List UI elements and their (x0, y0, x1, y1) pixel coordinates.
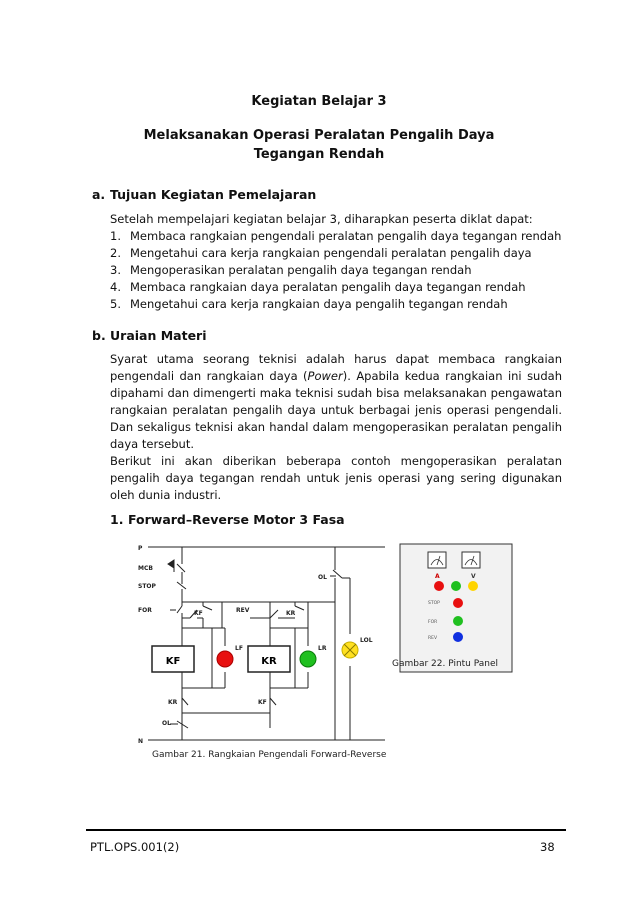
label-stop: STOP (138, 583, 156, 590)
list-item-number: 1. (110, 229, 121, 243)
kegiatan-heading: Kegiatan Belajar 3 (251, 94, 387, 109)
footer-code: PTL.OPS.001(2) (90, 840, 180, 854)
paragraph-1 (110, 351, 562, 453)
section-b-label: b. (92, 328, 106, 343)
label-rev: REV (236, 607, 250, 614)
list-item-number: 3. (110, 263, 121, 277)
label-kf-aux: KF (194, 610, 203, 617)
panel-door (400, 544, 512, 672)
reverse-button (453, 632, 463, 642)
list-item-number: 2. (110, 246, 121, 260)
title-line-1: Melaksanakan Operasi Peralatan Pengalih Daya (143, 128, 495, 143)
list-item-text: Membaca rangkaian pengendali peralatan pengalih daya tegangan rendah (130, 229, 562, 243)
paragraph-1-part-a: Syarat utama seorang teknisi adalah harus dapat membaca rangkaian pengendali dan rangkaian daya ( (110, 352, 562, 383)
list-item (110, 245, 561, 262)
label-mcb: MCB (138, 565, 153, 572)
voltmeter-icon (462, 552, 480, 568)
label-kf-nc: KF (258, 699, 267, 706)
subsection-number: 1. (110, 512, 124, 527)
label-lol: LOL (360, 637, 373, 644)
list-item (110, 296, 561, 313)
list-item-number: 5. (110, 297, 121, 311)
list-item-text: Membaca rangkaian daya peralatan pengalih daya tegangan rendah (130, 280, 526, 294)
lamp-reverse-icon (300, 651, 316, 667)
panel-caption: Gambar 22. Pintu Panel (392, 659, 499, 669)
kf-coil-label: KF (165, 656, 181, 667)
ammeter-icon (428, 552, 446, 568)
footer-rule (86, 829, 566, 831)
list-item-number: 4. (110, 280, 121, 294)
section-b-title: Uraian Materi (110, 328, 207, 343)
meter-a-label: A (435, 573, 440, 580)
list-item-text: Mengetahui cara kerja rangkaian pengendali peralatan pengalih daya (130, 246, 532, 260)
section-a-title: Tujuan Kegiatan Pemelajaran (110, 187, 317, 202)
indicator-yellow-icon (468, 581, 478, 591)
label-lr: LR (318, 645, 327, 652)
panel-door-figure (392, 540, 532, 700)
paragraph-1-emphasis: Power (307, 369, 343, 383)
kr-coil-label: KR (261, 656, 277, 667)
panel-rev-label: REV (428, 636, 438, 641)
page-number: 38 (540, 840, 555, 854)
indicator-green-icon (451, 581, 461, 591)
label-lf: LF (235, 645, 243, 652)
label-kr-aux: KR (286, 610, 296, 617)
label-ol-top: OL (318, 574, 327, 581)
section-a-label: a. (92, 187, 106, 202)
meter-v-label: V (471, 573, 476, 580)
list-item (110, 279, 561, 296)
paragraph-2: Berikut ini akan diberikan beberapa contoh mengoperasikan peralatan pengalih daya tegangan rendah untuk jenis operasi yang sering digunakan oleh dunia industri. (110, 454, 562, 502)
paragraph-1-part-b: ). Apabila kedua rangkaian ini sudah dipahami dan dimengerti maka teknisi sudah bisa melaksanakan pengawatan rangkaian peralatan pengalih daya untuk berbagai jenis operasi pengendali. Dan sekaligus teknisi akan handal dalam mengoperasikan peralatan pengalih daya tersebut. (110, 369, 562, 451)
panel-stop-label: STOP (428, 601, 440, 606)
section-a-intro: Setelah mempelajari kegiatan belajar 3, diharapkan peserta diklat dapat: (110, 212, 533, 226)
title-line-2: Tegangan Rendah (253, 147, 385, 162)
lamp-overload-icon (342, 642, 358, 658)
goals-list (110, 228, 561, 313)
list-item (110, 228, 561, 245)
subsection-title: Forward–Reverse Motor 3 Fasa (128, 512, 345, 527)
forward-reverse-circuit-diagram (130, 538, 400, 763)
label-p: P (138, 545, 143, 552)
body-text (110, 351, 562, 504)
circuit-caption: Gambar 21. Rangkaian Pengendali Forward-Reverse (152, 750, 387, 760)
list-item (110, 262, 561, 279)
label-n: N (138, 738, 144, 745)
forward-button (453, 616, 463, 626)
indicator-red-icon (434, 581, 444, 591)
label-kr-nc: KR (168, 699, 178, 706)
stop-button (453, 598, 463, 608)
list-item-text: Mengoperasikan peralatan pengalih daya tegangan rendah (130, 263, 472, 277)
label-ol-left: OL (162, 720, 171, 727)
label-for: FOR (138, 607, 152, 614)
panel-for-label: FOR (428, 620, 438, 625)
lamp-forward-icon (217, 651, 233, 667)
list-item-text: Mengetahui cara kerja rangkaian daya pengalih tegangan rendah (130, 297, 508, 311)
